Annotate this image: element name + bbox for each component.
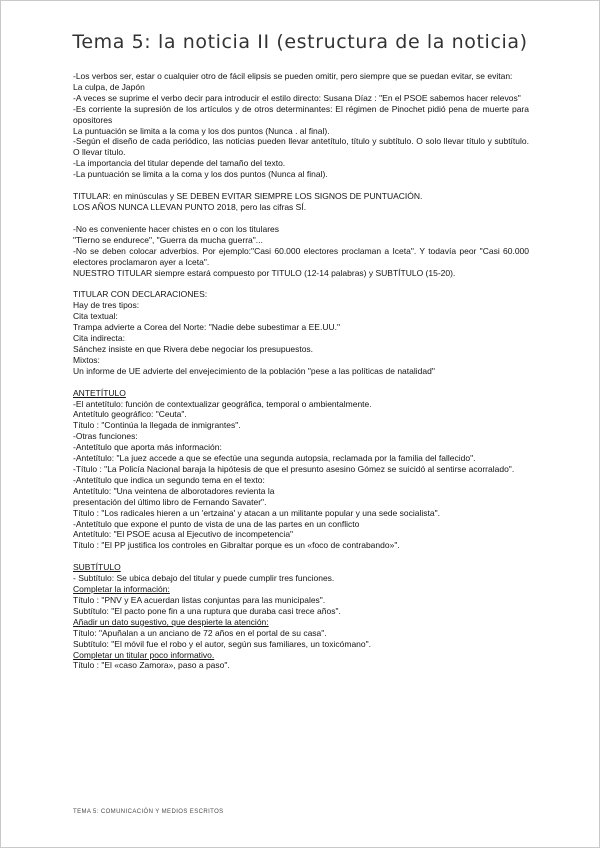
text-line: Trampa advierte a Corea del Norte: "Nadie debe subestimar a EE.UU."	[73, 322, 340, 333]
text-line: TITULAR: en minúsculas y SE DEBEN EVITAR SIEMPRE LOS SIGNOS DE PUNTUACIÓN.	[73, 191, 423, 202]
text-line: Subtítulo: "El pacto pone fin a una ruptura que duraba casi trece años".	[73, 605, 341, 616]
document-body	[73, 71, 529, 671]
text-line: LOS AÑOS NUNCA LLEVAN PUNTO 2018, pero las cifras SÍ.	[73, 201, 307, 212]
section-heading: ANTETÍTULO	[73, 387, 126, 398]
text-line: TITULAR CON DECLARACIONES:	[73, 289, 208, 300]
text-line: Sánchez insiste en que Rivera debe negociar los presupuestos.	[73, 343, 314, 354]
text-line: -Antetítulo que indica un segundo tema en el texto:	[73, 474, 265, 485]
text-line: Subtítulo: "El móvil fue el robo y el autor, según sus familiares, un toxicómano".	[73, 638, 372, 649]
text-line: -Título : "La Policía Nacional baraja la hipótesis de que el presunto asesino Gómez se suicidó al sentirse acorralado".	[73, 464, 515, 474]
text-line: La culpa, de Japón	[73, 81, 145, 92]
section-heading: Completar un titular poco informativo.	[73, 649, 215, 660]
text-line: Un informe de UE advierte del envejecimiento de la población "pese a las políticas de natalidad"	[73, 365, 435, 376]
text-line: -Los verbos ser, estar o cualquier otro de fácil elipsis se pueden omitir, pero siempre que se puedan evitar, se evitan:	[73, 71, 513, 81]
text-line: Título : "Los radicales hieren a un 'ertzaina' y atacan a un militante popular y una sede socialista".	[73, 507, 440, 518]
text-line: -No es conveniente hacer chistes en o con los titulares	[73, 223, 280, 234]
text-line: Antetítulo geográfico: "Ceuta".	[73, 409, 187, 420]
text-line: -Antetítulo que aporta más información:	[73, 442, 222, 453]
text-line: presentación del último libro de Fernando Savater".	[73, 496, 267, 507]
page-title: Tema 5: la noticia II (estructura de la noticia)	[72, 31, 528, 53]
section-heading: SUBTÍTULO	[73, 562, 121, 573]
text-line: Antetítulo: "Una veintena de alborotadores revienta la	[73, 485, 275, 496]
text-line: -Según el diseño de cada periódico, las noticias pueden llevar antetítulo, título y subtítulo. O solo llevar título y subtítulo. O llevar título.	[73, 136, 529, 158]
text-line: -Antetítulo que expone el punto de vista de una de las partes en un conflicto	[73, 518, 360, 529]
text-line: Título : "PNV y EA acuerdan listas conjuntas para las municipales".	[73, 594, 326, 605]
section-heading: Completar la información:	[73, 584, 170, 595]
text-line: "Tierno se endurece", "Guerra da mucha guerra"...	[73, 234, 263, 245]
text-line: -Antetítulo: "La juez accede a que se efectúe una segunda autopsia, reclamada por la familia del fallecido".	[73, 453, 476, 464]
text-line: NUESTRO TITULAR siempre estará compuesto por TITULO (12-14 palabras) y SUBTÍTULO (15-20).	[73, 267, 456, 278]
text-line: Hay de tres tipos:	[73, 300, 140, 311]
text-line: -El antetítulo: función de contextualizar geográfica, temporal o ambientalmente.	[73, 398, 372, 409]
text-line: -Es corriente la supresión de los artículos y de otros determinantes: El régimen de Pinochet pidió pena de muerte para opositores	[73, 103, 529, 125]
page-footer: TEMA 5: COMUNICACIÓN Y MEDIOS ESCRITOS	[73, 809, 224, 815]
text-line: Cita indirecta:	[73, 333, 125, 344]
text-line: Título: "Apuñalan a un anciano de 72 años en el portal de su casa".	[73, 627, 327, 638]
text-line: Título : "El «caso Zamora», paso a paso".	[73, 660, 230, 671]
text-line: Mixtos:	[73, 354, 100, 365]
text-line: Título : "El PP justifica los controles en Gibraltar porque es un «foco de contrabando»".	[73, 540, 400, 551]
section-heading: Añadir un dato sugestivo, que despierte la atención:	[73, 616, 269, 627]
text-line: -La puntuación se limita a la coma y los dos puntos (Nunca al final).	[73, 169, 328, 180]
text-line: Antetítulo: "El PSOE acusa al Ejecutivo de incompetencia"	[73, 529, 294, 540]
text-line: -No se deben colocar adverbios. Por ejemplo:"Casi 60.000 electores proclaman a Iceta". Y todavía peor "Casi 60.000 electores proclamaron ayer a Iceta".	[73, 245, 529, 267]
text-line: - Subtítulo: Se ubica debajo del titular y puede cumplir tres funciones.	[73, 573, 335, 584]
text-line: Título : "Continúa la llegada de inmigrantes".	[73, 420, 241, 431]
text-line: -La importancia del titular depende del tamaño del texto.	[73, 158, 286, 169]
text-line: -A veces se suprime el verbo decir para introducir el estilo directo: Susana Díaz : "En el PSOE sabemos hacer relevos"	[73, 92, 521, 103]
text-line: -Otras funciones:	[73, 431, 138, 442]
text-line: Cita textual:	[73, 311, 118, 322]
text-line: La puntuación se limita a la coma y los dos puntos (Nunca . al final).	[73, 125, 330, 136]
